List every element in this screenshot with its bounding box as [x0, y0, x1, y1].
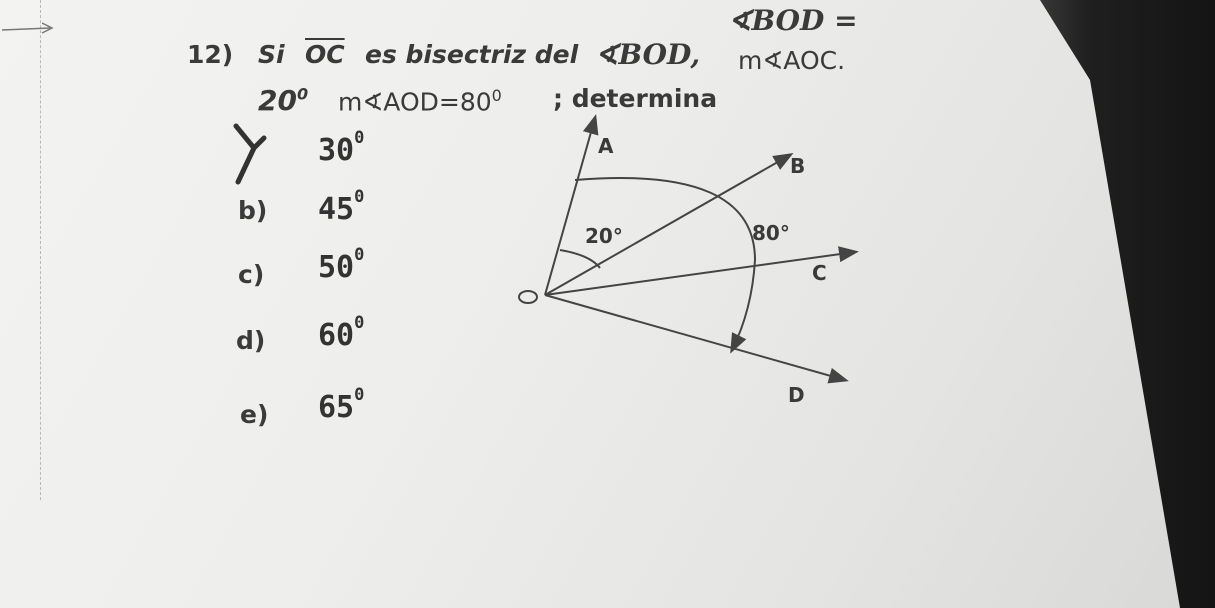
option-b-letter: b) — [238, 196, 268, 225]
option-e-letter: e) — [240, 400, 269, 429]
bod-value: $20^0$ — [258, 84, 309, 117]
problem-text-middle: es bisectriz del — [365, 40, 579, 69]
ray-oa — [545, 118, 595, 295]
aod-measure: $m∢AOD=80^0$ — [338, 86, 502, 117]
option-d-value: $60^0$ — [318, 313, 365, 353]
label-a: A — [598, 134, 614, 158]
option-e-value: $65^0$ — [318, 385, 365, 425]
ray-oc — [545, 252, 855, 295]
pen-stroke-mark — [0, 18, 60, 38]
label-b: B — [790, 154, 806, 178]
option-c-value: $50^0$ — [318, 245, 365, 285]
angle-bod-2: ∢BOD = — [728, 4, 858, 37]
ray-od — [545, 295, 845, 380]
option-d-letter: d) — [236, 326, 266, 355]
label-c: C — [812, 261, 827, 285]
option-a-value: $30^0$ — [318, 128, 365, 168]
segment-oc: $\overline{OC}$ — [305, 40, 345, 69]
label-angle-80: 80° — [752, 221, 790, 245]
point-o-marker — [519, 291, 537, 303]
check-mark-icon — [230, 120, 280, 185]
arc-large — [575, 178, 755, 350]
problem-prefix: Si — [258, 40, 285, 69]
problem-number: 12) — [187, 40, 234, 69]
angle-diagram — [500, 110, 880, 410]
margin-line — [40, 0, 42, 500]
arc-small — [560, 250, 600, 268]
option-b-value: $45^0$ — [318, 187, 365, 227]
option-c-letter: c) — [238, 260, 265, 289]
determine-text: ; determina — [553, 84, 718, 113]
target-angle: m∢AOC. — [738, 46, 846, 75]
angle-bod-1: ∢BOD, — [595, 38, 701, 71]
label-d: D — [788, 383, 805, 407]
label-angle-20: 20° — [585, 224, 623, 248]
